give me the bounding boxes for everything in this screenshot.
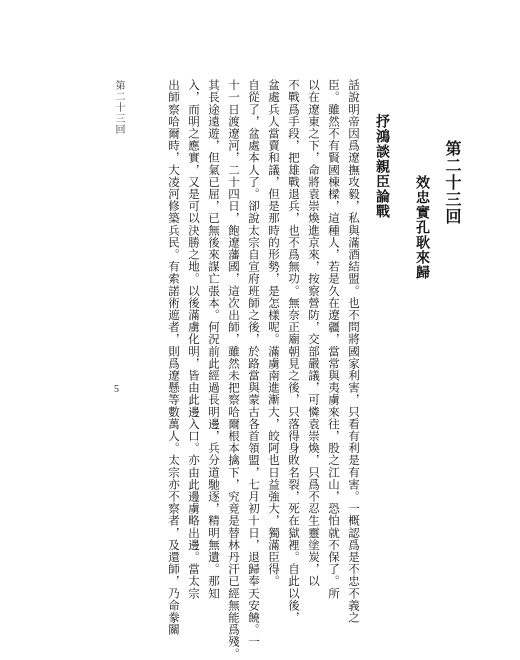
couplet-second-line: 抒鴻談親臣論戰: [374, 114, 390, 219]
body-line: 十一日渡遼河，二十四日，飽遼藩國，這次出師，雖然未把察哈爾根本擒下，究竟是替林丹汗已經無能爲殘。: [227, 79, 241, 660]
body-line: 自從了，盆處本人了。卻說太宗自宣府班師之後，於路當與蒙古各首領盟，七月初十日，退歸奉天安饒。一: [247, 79, 261, 648]
body-line: 話說明帝因爲遼撫攻毅，私與滿酒結盟。也不問將國家利害，只看有利是有害。一概認爲是不忠不義之: [347, 79, 361, 624]
body-line: 入，而明之應實，又是可以決勝之地。以後滿虜化明，皆由此邊入口。亦由此邊虜略出邊。當太宗: [187, 79, 201, 600]
body-line: 其長途遠遊，但氣已屈，已無後來謀亡張本。何況前此經過長明邊，兵分道馳逐，精明無遺。那知: [207, 79, 221, 600]
page-number: 5: [114, 384, 119, 395]
chapter-title: 第二十三回: [443, 140, 462, 225]
body-line: 出師察哈爾時，大凌河修築兵民。有索諾術遮者，則爲遼懸等數萬人。太宗亦不察者，及還師，乃命豢關: [167, 79, 181, 636]
body-line: 以在遼東之下，命將袁崇煥進京來，按察營防，交部嚴議，可憐袁崇煥，只爲不忍生靈塗炭，以: [307, 79, 321, 588]
body-line: 盆處兵人當賣和議，但是那時的形勢，是怎樣呢。滿虜南進漸大，皎阿也日益強大，獨滿臣得。: [267, 79, 281, 588]
body-line: 不戰爲手段，把雄戰退兵，也不爲無功。無奈正廟朝見之後，只落得身敗名裂，死在獄裡。自此以後，: [287, 79, 301, 624]
body-line: 臣。雖然不有賢國棟樑，這種人，若是久在遼疆，當常與夷虜來往，股之江山，恐怕就不保了。所: [327, 79, 341, 600]
couplet-first-line: 效忠實孔耿來歸: [414, 175, 430, 280]
running-header: 第二十三回: [113, 80, 124, 135]
